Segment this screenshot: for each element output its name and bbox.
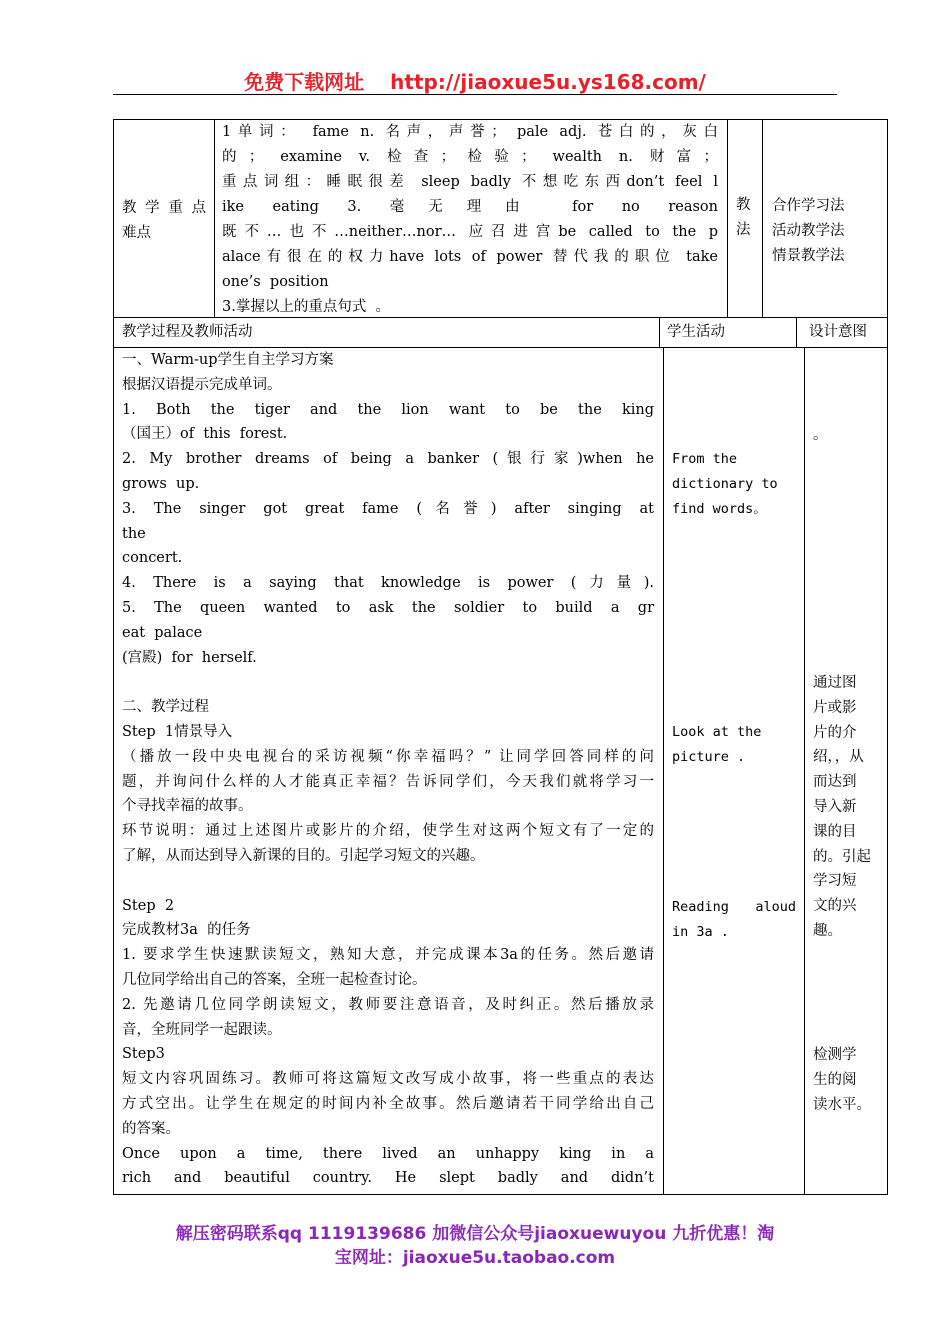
- text-line: Step 1情景导入: [122, 724, 233, 740]
- text-line: Reading aloud: [672, 899, 796, 915]
- text-line: From the: [672, 451, 738, 467]
- text-line: 环节说明：通过上述图片或影片的介绍，使学生对这两个短文有了一定的: [122, 823, 654, 840]
- text-line: 几位同学给出自己的答案，全班一起检查讨论。: [122, 972, 427, 988]
- text-line: 既不…也不…neither…nor… 应召进宫be called to the p: [222, 224, 718, 240]
- text-line: find words。: [672, 500, 767, 517]
- text-line: 生的阅: [813, 1071, 857, 1088]
- text-line: 3. The singer got great fame (名誉) after singing at: [122, 500, 654, 517]
- text-line: 。: [813, 427, 828, 443]
- text-line: 根据汉语提示完成单词。: [122, 376, 282, 393]
- text-line: Once upon a time, there lived an unhappy king in a: [122, 1145, 654, 1162]
- text-line: 片的介: [813, 724, 857, 741]
- method-label-bottom: 法: [736, 222, 751, 238]
- text-line: 片或影: [813, 699, 857, 716]
- text-line: 导入新: [813, 799, 857, 815]
- text-line: dictionary to: [672, 475, 778, 492]
- text-line: 1. Both the tiger and the lion want to be the king: [122, 401, 654, 418]
- text-line: 学习短: [813, 873, 857, 890]
- text-line: 重点词组：睡眠很差 sleep badly 不想吃东西don’t feel l: [222, 174, 718, 190]
- key-points-label-line1: 教 学 重 点: [122, 200, 206, 216]
- text-line: 绍，，从: [813, 749, 864, 766]
- text-line: （国王）of this forest.: [122, 426, 288, 443]
- text-line: 3.掌握以上的重点句式 。: [222, 299, 391, 315]
- text-line: 完成教材3a 的任务: [122, 922, 251, 939]
- key-points-label-line2: 难点: [122, 225, 151, 241]
- footer-line1: 解压密码联系qq 1119139686 加微信公众号jiaoxuewuyou 九折优惠！淘: [175, 1224, 775, 1244]
- text-line: （播放一段中央电视台的采访视频“你幸福吗？” 让同学回答同样的问: [122, 748, 654, 765]
- text-line: picture .: [672, 748, 746, 765]
- text-line: 5. The queen wanted to ask the soldier to build a gr: [122, 600, 654, 616]
- text-line: Step 2: [122, 897, 175, 914]
- text-line: (宫殿) for herself.: [122, 649, 257, 666]
- text-line: 检测学: [813, 1047, 857, 1063]
- text-line: 的； examine v. 检查；检验； wealth n. 财富；: [222, 149, 718, 165]
- text-line: 二、教学过程: [122, 699, 209, 716]
- text-line: 1. 要求学生快速默读短文，熟知大意，并完成课本3a的任务。然后邀请: [122, 947, 654, 964]
- text-line: 趣。: [813, 923, 842, 939]
- text-line: 课的目: [813, 823, 857, 840]
- text-line: the: [122, 525, 146, 542]
- text-line: 题，并询问什么样的人才能真正幸福？告诉同学们，今天我们就将学习一: [122, 773, 654, 790]
- teacher-header: 教学过程及教师活动: [122, 324, 253, 340]
- text-line: 2. 先邀请几位同学朗读短文，教师要注意语音，及时纠正。然后播放录: [122, 996, 654, 1013]
- text-line: 文的兴: [813, 898, 857, 915]
- method-item: 情景教学法: [772, 248, 845, 264]
- page-header: [0, 66, 950, 95]
- text-line: 而达到: [813, 774, 857, 791]
- text-line: 个寻找幸福的故事。: [122, 798, 253, 815]
- method-item: 活动教学法: [772, 223, 845, 239]
- text-line: 了解，从而达到导入新课的目的。引起学习短文的兴趣。: [122, 848, 485, 864]
- text-line: 短文内容巩固练习。教师可将这篇短文改写成小故事，将一些重点的表达: [122, 1071, 654, 1088]
- text-line: Step3: [122, 1046, 165, 1063]
- text-line: 的答案。: [122, 1120, 180, 1137]
- text-line: 4. There is a saying that knowledge is power (力量).: [122, 575, 654, 592]
- text-line: concert.: [122, 550, 183, 567]
- header-url[interactable]: http://jiaoxue5u.ys168.com/: [390, 70, 706, 94]
- footer-line2: 宝网址：jiaoxue5u.taobao.com: [334, 1248, 616, 1268]
- text-line: 1单词： fame n. 名声，声誉； pale adj. 苍白的，灰白: [222, 124, 718, 140]
- text-line: 的。引起: [813, 848, 871, 865]
- text-line: grows up.: [122, 476, 200, 492]
- text-line: 方式空出。让学生在规定的时间内补全故事。然后邀请若干同学给出自己: [122, 1096, 654, 1112]
- text-line: 音，全班同学一起跟读。: [122, 1021, 282, 1038]
- student-header: 学生活动: [667, 324, 725, 340]
- text-line: 一、Warm-up学生自主学习方案: [122, 352, 334, 368]
- header-divider: [113, 94, 837, 95]
- design-header: 设计意图: [809, 324, 867, 340]
- text-line: eat palace: [122, 624, 203, 641]
- text-line: alace有很在的权力have lots of power 替代我的职位 take: [222, 249, 718, 265]
- text-line: 2. My brother dreams of being a banker (银行家)when he: [122, 451, 654, 468]
- method-item: 合作学习法: [772, 198, 845, 214]
- text-line: ike eating 3. 毫无理由 for no reason: [222, 199, 718, 215]
- text-line: 读水平。: [813, 1096, 871, 1113]
- text-line: in 3a .: [672, 923, 729, 940]
- text-line: rich and beautiful country. He slept badly and didn’t: [122, 1170, 654, 1187]
- header-title: 免费下载网址: [244, 70, 365, 94]
- text-line: Look at the: [672, 724, 762, 740]
- method-label-top: 教: [736, 197, 751, 213]
- text-line: one’s position: [222, 274, 329, 290]
- text-line: 通过图: [813, 675, 857, 691]
